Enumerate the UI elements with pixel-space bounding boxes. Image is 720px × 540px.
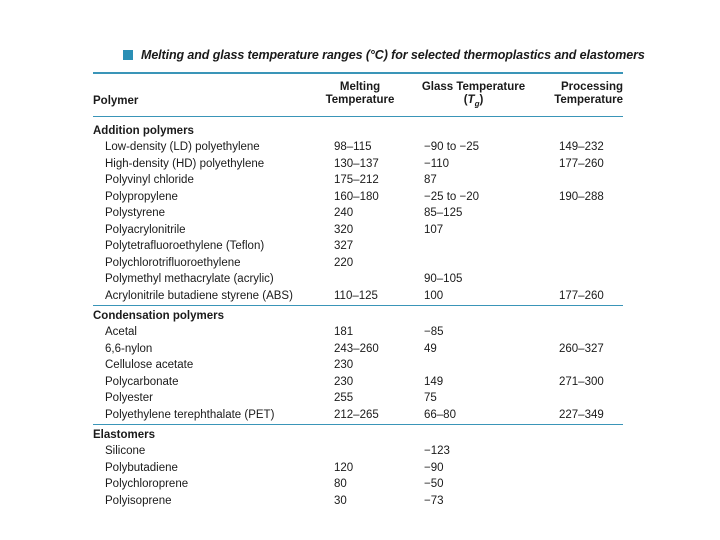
header-processing-line1: Processing [561,81,623,93]
group-heading: Elastomers [93,429,156,441]
table-caption [93,38,645,72]
cell-glass: −90 [424,461,444,474]
header-processing-line2: Temperature [554,94,623,106]
table-row [93,476,623,493]
cell-glass: 100 [424,289,444,302]
table-row [93,493,623,510]
cell-processing [559,271,623,288]
table-row [93,255,623,272]
header-melting-line1: Melting [339,81,381,93]
cell-polymer: Cellulose acetate [105,359,194,371]
cell-melting: 255 [334,392,354,404]
cell-melting: 243–260 [334,342,379,355]
table-row [93,357,623,374]
cell-polymer: Acetal [105,326,137,338]
header-glass-T: T [467,94,475,106]
table-row [93,288,623,305]
cell-glass: −110 [424,157,450,170]
cell-polymer: Polycarbonate [105,375,179,388]
cell-processing [559,390,623,407]
cell-glass: −90 to −25 [424,141,479,153]
cell-melting: 110–125 [334,289,378,302]
cell-processing: 177–260 [559,289,604,302]
table-header [93,74,623,116]
group-heading: Addition polymers [93,125,194,137]
cell-processing: 149–232 [559,141,604,153]
table-row [93,222,623,239]
cell-melting: 175–212 [334,174,379,186]
cell-polymer: Polybutadiene [105,461,178,474]
cell-polymer: Polyester [105,392,153,404]
cell-processing [559,357,623,374]
cell-polymer: Acrylonitrile butadiene styrene (ABS) [105,289,293,302]
table-row [93,324,623,341]
table-row [93,341,623,358]
cell-processing: 271–300 [559,375,604,388]
cell-melting: 220 [334,256,354,269]
cell-processing: 227–349 [559,408,604,421]
cell-glass: 75 [424,392,437,404]
cell-melting: 130–137 [334,157,379,170]
cell-glass: −85 [424,326,444,338]
cell-glass: −50 [424,478,444,490]
cell-processing [559,255,623,272]
cell-processing [559,324,623,341]
cell-melting [334,271,424,288]
cell-polymer: Polystyrene [105,207,166,219]
cell-processing [559,476,623,493]
polymer-temperature-table [93,38,645,509]
table-title: Melting and glass temperature ranges (°C) for selected thermoplastics and elastomers [141,48,645,62]
header-glass [421,81,526,110]
cell-polymer: Polychlorotrifluoroethylene [105,256,241,269]
table-body [93,117,623,509]
cell-processing [559,493,623,510]
cell-polymer: Polychloroprene [105,478,189,490]
cell-melting: 327 [334,240,354,252]
cell-polymer: 6,6-nylon [105,342,153,355]
cell-glass: 85–125 [424,207,463,219]
table-row [93,205,623,222]
table-row [93,443,623,460]
header-melting-line2: Temperature [325,94,395,106]
cell-polymer: Silicone [105,445,146,457]
table-row [93,374,623,391]
cell-glass [424,357,559,374]
cell-glass [424,255,559,272]
group-separator [93,305,623,306]
header-glass-open: ( [463,94,468,106]
cell-melting: 230 [334,359,354,371]
caption-marker-icon [123,50,133,60]
cell-melting: 98–115 [334,141,372,153]
cell-processing: 260–327 [559,342,604,355]
cell-polymer: Polymethyl methacrylate (acrylic) [105,273,274,285]
cell-polymer: Polytetrafluoroethylene (Teflon) [105,240,265,252]
cell-polymer: Polyethylene terephthalate (PET) [105,408,275,421]
table-row [93,460,623,477]
group-heading: Condensation polymers [93,310,224,322]
table-row [93,390,623,407]
table-row [93,189,623,206]
table-row [93,156,623,173]
cell-glass: 107 [424,223,444,236]
cell-melting: 181 [334,326,354,338]
table-row [93,139,623,156]
cell-melting: 240 [334,207,354,219]
cell-glass: −25 to −20 [424,190,479,203]
header-glass-close: ) [479,94,484,106]
cell-melting: 120 [334,461,354,474]
cell-polymer: Polypropylene [105,190,178,203]
cell-processing [559,460,623,477]
cell-processing: 190–288 [559,190,604,203]
cell-melting: 230 [334,375,354,388]
header-processing [554,81,623,107]
cell-processing [559,238,623,255]
cell-glass: 90–105 [424,273,463,285]
table-row [93,407,623,424]
cell-polymer: Polyisoprene [105,494,172,507]
cell-melting: 80 [334,478,347,490]
cell-polymer: Polyvinyl chloride [105,174,194,186]
cell-polymer: High-density (HD) polyethylene [105,157,265,170]
cell-glass: −123 [424,445,450,457]
cell-glass: 66–80 [424,408,456,421]
cell-processing [559,443,623,460]
cell-glass: 49 [424,342,437,355]
cell-melting: 320 [334,223,354,236]
header-glass-sub: g [474,99,480,109]
cell-glass: 149 [424,375,444,388]
cell-processing: 177–260 [559,157,604,170]
table-row [93,172,623,189]
table-row [93,238,623,255]
cell-processing [559,205,623,222]
header-glass-line2 [421,94,526,110]
cell-polymer: Polyacrylonitrile [105,223,186,236]
cell-glass: −73 [424,494,444,507]
cell-glass [424,238,559,255]
cell-melting [334,443,424,460]
header-melting [325,81,395,107]
cell-polymer: Low-density (LD) polyethylene [105,141,260,153]
group-separator [93,424,623,425]
cell-glass: 87 [424,174,437,186]
cell-processing [559,172,623,189]
header-glass-line1: Glass Temperature [421,81,526,93]
cell-melting: 212–265 [334,408,379,421]
cell-processing [559,222,623,239]
header-polymer: Polymer [93,95,139,107]
header-glass-symbol [467,94,480,109]
table-row [93,271,623,288]
cell-melting: 30 [334,494,347,507]
cell-melting: 160–180 [334,190,379,203]
